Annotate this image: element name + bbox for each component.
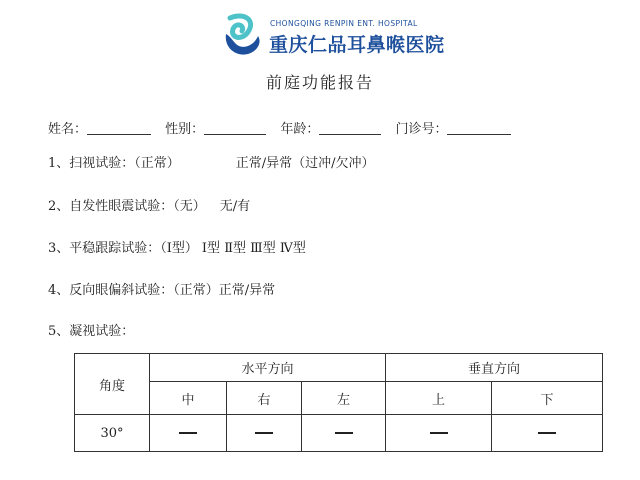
dash-mark <box>179 432 197 434</box>
patient-info-row <box>48 118 521 137</box>
logo-english-text: CHONGQING RENPIN ENT. HOSPITAL <box>270 19 418 28</box>
column-header-up: 上 <box>386 382 492 415</box>
test-label: 5、凝视试验： <box>48 324 135 339</box>
angle-header: 角度 <box>75 354 150 415</box>
hospital-logo-icon <box>222 12 264 58</box>
test-label: 3、平稳跟踪试验：（Ⅰ型） <box>48 241 198 256</box>
result-cell <box>227 415 302 452</box>
test-item-gaze <box>48 320 134 339</box>
hospital-logo <box>222 12 472 60</box>
name-blank[interactable] <box>87 122 151 135</box>
result-cell <box>492 415 603 452</box>
result-cell <box>302 415 386 452</box>
name-label: 姓名： <box>48 122 88 137</box>
test-options: Ⅰ型 Ⅱ型 Ⅲ型 Ⅳ型 <box>201 241 306 256</box>
test-options: 正常/异常（过冲/欠冲） <box>235 156 375 171</box>
test-options: 无/有 <box>219 199 251 214</box>
clinic-no-blank[interactable] <box>447 122 511 135</box>
test-item-smooth-pursuit <box>48 237 306 256</box>
column-header-left: 左 <box>302 382 386 415</box>
name-field <box>48 118 151 137</box>
angle-cell: 30° <box>75 415 150 452</box>
test-item-spontaneous-nystagmus <box>48 195 250 214</box>
age-blank[interactable] <box>319 122 381 135</box>
dash-mark <box>255 432 273 434</box>
vertical-header: 垂直方向 <box>386 354 603 382</box>
result-cell <box>150 415 227 452</box>
result-cell <box>386 415 492 452</box>
column-header-down: 下 <box>492 382 603 415</box>
logo-chinese-text: 重庆仁品耳鼻喉医院 <box>269 34 445 56</box>
horizontal-header: 水平方向 <box>150 354 386 382</box>
gender-blank[interactable] <box>204 122 266 135</box>
age-field <box>280 118 381 137</box>
gender-label: 性别： <box>165 122 205 137</box>
test-item-saccade <box>48 152 375 171</box>
test-label: 1、扫视试验：（正常） <box>48 156 180 171</box>
column-header-center: 中 <box>150 382 227 415</box>
test-item-skew-deviation <box>48 279 275 298</box>
dash-mark <box>430 432 448 434</box>
clinic-no-label: 门诊号： <box>395 122 448 137</box>
dash-mark <box>335 432 353 434</box>
dash-mark <box>538 432 556 434</box>
gender-field <box>165 118 266 137</box>
gaze-test-table <box>74 353 603 452</box>
table-row <box>75 415 603 452</box>
age-label: 年龄： <box>280 122 320 137</box>
clinic-no-field <box>395 118 511 137</box>
page-title: 前庭功能报告 <box>265 73 374 92</box>
column-header-right: 右 <box>227 382 302 415</box>
test-label: 2、自发性眼震试验：（无） <box>48 199 206 214</box>
test-label: 4、反向眼偏斜试验：（正常） <box>48 283 219 298</box>
test-options: 正常/异常 <box>218 283 276 298</box>
